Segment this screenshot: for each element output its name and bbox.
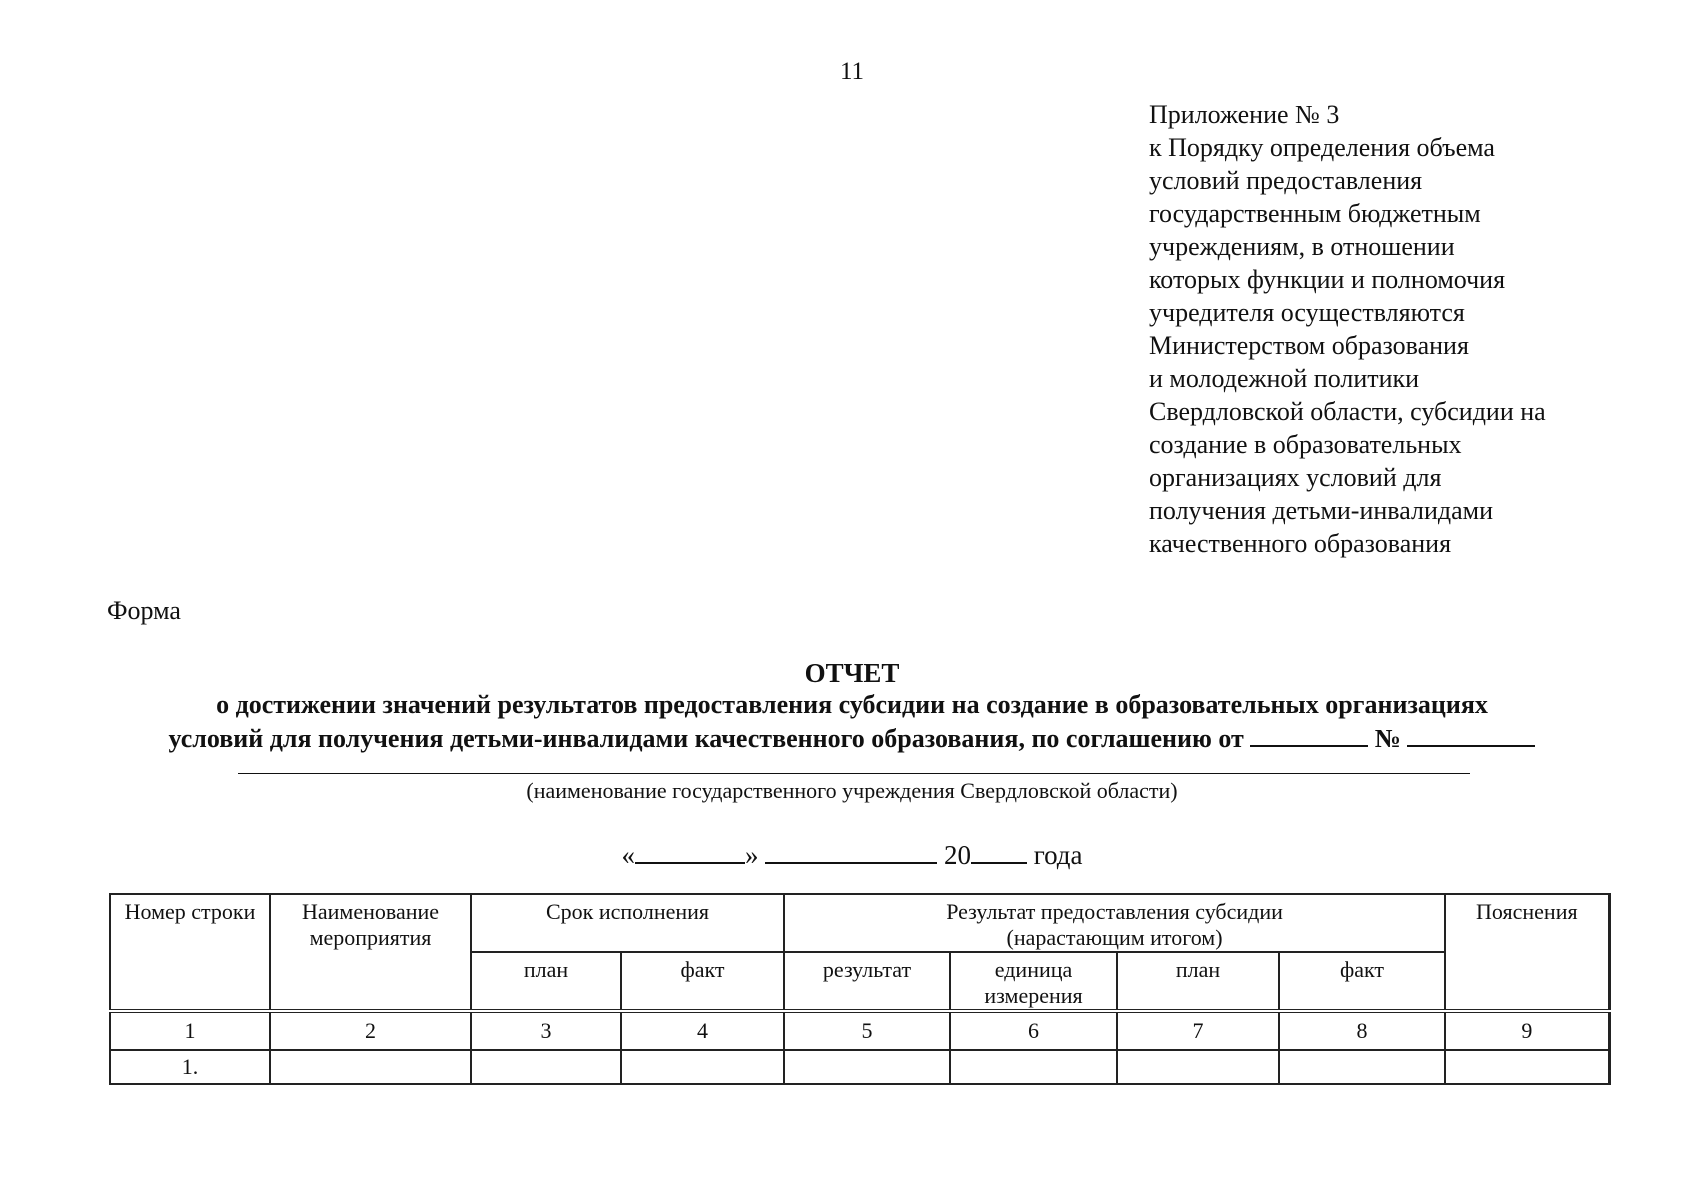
appendix-line: государственным бюджетным	[1149, 199, 1481, 228]
header-unit	[950, 952, 1117, 1011]
header-result-plan	[1117, 952, 1279, 1011]
institution-caption: (наименование государственного учреждения Свердловской области)	[526, 778, 1178, 803]
form-label: Форма	[107, 596, 181, 625]
header-label: Номер строки	[124, 899, 256, 924]
year-suffix: года	[1033, 840, 1083, 870]
institution-name-line[interactable]	[238, 773, 1470, 774]
table-cell[interactable]	[950, 1050, 1117, 1084]
close-quote: »	[744, 840, 759, 870]
appendix-line: создание в образовательных	[1149, 430, 1462, 459]
header-deadline-plan	[471, 952, 621, 1011]
open-quote: «	[621, 840, 635, 870]
page-number: 11	[839, 58, 865, 85]
header-result-group	[784, 894, 1445, 952]
header-notes	[1445, 894, 1609, 1011]
header-row-number	[110, 894, 270, 1011]
appendix-line: к Порядку определения объема	[1149, 133, 1495, 162]
header-label: Пояснения	[1476, 899, 1578, 924]
header-deadline-fact	[621, 952, 784, 1011]
month-blank[interactable]	[765, 842, 937, 864]
appendix-line: качественного образования	[1149, 529, 1452, 558]
header-row-top	[110, 894, 1609, 952]
table-cell[interactable]	[471, 1050, 621, 1084]
column-number-row	[110, 1011, 1609, 1050]
table-cell[interactable]	[1445, 1050, 1609, 1084]
header-deadline	[471, 894, 784, 952]
table-cell[interactable]	[270, 1050, 471, 1084]
report-subtitle-text: о достижении значений результатов предоставления субсидии на создание в образовательных организациях	[216, 690, 1488, 719]
appendix-block	[1149, 98, 1669, 560]
appendix-line: учреждениям, в отношении	[1149, 232, 1455, 261]
report-table	[109, 893, 1611, 1085]
agreement-date-blank[interactable]	[1250, 723, 1368, 747]
column-number: 2	[270, 1011, 471, 1050]
appendix-line: получения детьми-инвалидами	[1149, 496, 1494, 525]
table-cell[interactable]	[1279, 1050, 1445, 1084]
column-number: 7	[1117, 1011, 1279, 1050]
header-label: единица измерения	[984, 957, 1083, 1008]
header-label: Результат предоставления субсидии	[946, 899, 1283, 924]
report-subtitle-line1	[0, 690, 1704, 720]
year-prefix: 20	[943, 840, 971, 870]
appendix-line: которых функции и полномочия	[1149, 265, 1506, 294]
table-cell[interactable]: 1.	[110, 1050, 270, 1084]
appendix-line: Министерством образования	[1149, 331, 1469, 360]
header-label: Срок исполнения	[545, 899, 710, 924]
appendix-line: учредителя осуществляются	[1149, 298, 1465, 327]
header-label: Наименование мероприятия	[301, 899, 440, 950]
table-cell[interactable]	[621, 1050, 784, 1084]
header-label: план	[523, 957, 569, 982]
appendix-line: условий предоставления	[1149, 166, 1423, 195]
table-cell[interactable]	[1117, 1050, 1279, 1084]
report-date-line	[0, 840, 1704, 871]
agreement-number-blank[interactable]	[1407, 723, 1535, 747]
report-subtitle-text: условий для получения детьми-инвалидами качественного образования, по соглашению от	[168, 724, 1244, 753]
header-label: план	[1175, 957, 1221, 982]
header-result-fact	[1279, 952, 1445, 1011]
column-number: 9	[1445, 1011, 1609, 1050]
report-subtitle-line2	[0, 723, 1704, 754]
appendix-line: Приложение № 3	[1149, 100, 1340, 129]
column-number: 4	[621, 1011, 784, 1050]
column-number: 3	[471, 1011, 621, 1050]
header-event-name	[270, 894, 471, 1011]
header-label: (нарастающим итогом)	[1006, 925, 1223, 950]
day-blank[interactable]	[635, 842, 745, 864]
number-sign: №	[1374, 724, 1401, 753]
year-blank[interactable]	[971, 842, 1027, 864]
column-number: 8	[1279, 1011, 1445, 1050]
table-row	[110, 1050, 1609, 1084]
header-label: результат	[822, 957, 912, 982]
header-result	[784, 952, 950, 1011]
appendix-line: и молодежной политики	[1149, 364, 1420, 393]
appendix-line: Свердловской области, субсидии на	[1149, 397, 1546, 426]
header-label: факт	[1340, 957, 1385, 982]
column-number: 1	[110, 1011, 270, 1050]
header-label: факт	[680, 957, 725, 982]
column-number: 5	[784, 1011, 950, 1050]
column-number: 6	[950, 1011, 1117, 1050]
report-title: ОТЧЕТ	[804, 658, 900, 688]
appendix-line: организациях условий для	[1149, 463, 1442, 492]
table-cell[interactable]	[784, 1050, 950, 1084]
